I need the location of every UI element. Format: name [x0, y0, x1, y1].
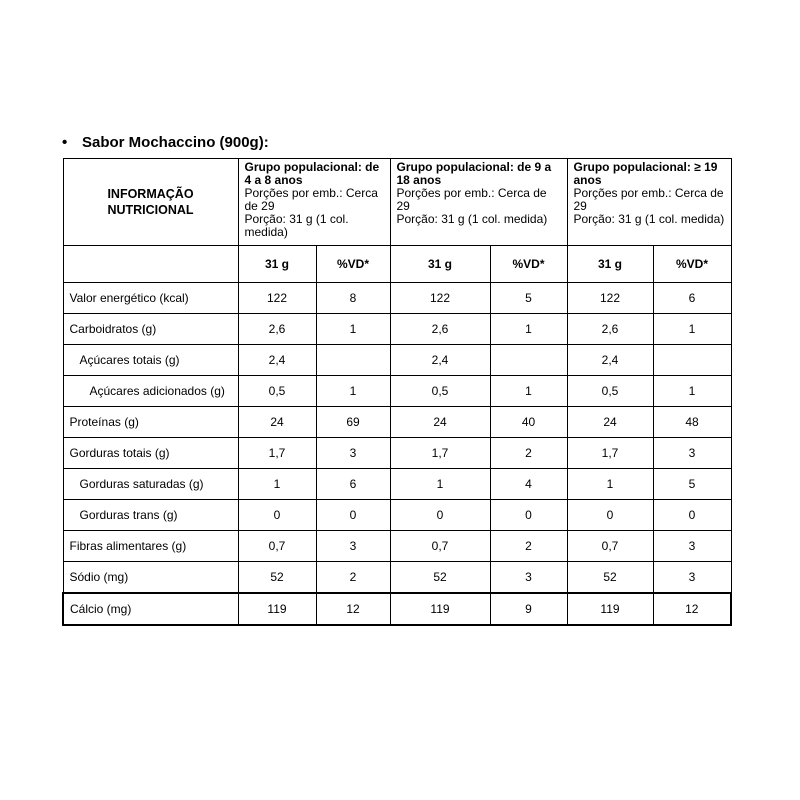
- col-vd: %VD*: [316, 246, 390, 283]
- amount-cell: 0,5: [238, 376, 316, 407]
- amount-cell: 52: [390, 562, 490, 594]
- vd-cell: 2: [316, 562, 390, 594]
- amount-cell: 1,7: [238, 438, 316, 469]
- vd-cell: 1: [653, 314, 731, 345]
- amount-cell: 1: [238, 469, 316, 500]
- group-header: [567, 159, 731, 246]
- amount-cell: 122: [390, 283, 490, 314]
- vd-cell: 5: [490, 283, 567, 314]
- vd-cell: 3: [653, 531, 731, 562]
- group-porcoes: Porções por emb.: Cerca de 29: [396, 186, 547, 213]
- vd-cell: [490, 345, 567, 376]
- group-porcoes: Porções por emb.: Cerca de 29: [573, 186, 724, 213]
- vd-cell: 8: [316, 283, 390, 314]
- table-row: [63, 283, 731, 314]
- amount-cell: 0: [567, 500, 653, 531]
- amount-cell: 119: [567, 593, 653, 625]
- amount-cell: 2,4: [390, 345, 490, 376]
- amount-cell: 122: [567, 283, 653, 314]
- group-porcoes: Porções por emb.: Cerca de 29: [244, 186, 378, 213]
- nutrition-table: [62, 158, 732, 626]
- nutrient-rows: [63, 283, 731, 626]
- vd-cell: 6: [653, 283, 731, 314]
- vd-cell: 1: [490, 314, 567, 345]
- col-vd: %VD*: [653, 246, 731, 283]
- amount-cell: 0,7: [567, 531, 653, 562]
- vd-cell: 3: [490, 562, 567, 594]
- vd-cell: 69: [316, 407, 390, 438]
- amount-cell: 119: [390, 593, 490, 625]
- vd-cell: 3: [316, 531, 390, 562]
- nutrient-name: Carboidratos (g): [63, 314, 238, 345]
- amount-cell: 2,4: [567, 345, 653, 376]
- group-porcao: Porção: 31 g (1 col. medida): [396, 212, 548, 226]
- vd-cell: 1: [490, 376, 567, 407]
- column-subheader-row: [63, 246, 731, 283]
- amount-cell: 0,7: [390, 531, 490, 562]
- vd-cell: 2: [490, 438, 567, 469]
- table-row: [63, 407, 731, 438]
- vd-cell: 48: [653, 407, 731, 438]
- vd-cell: 5: [653, 469, 731, 500]
- nutrient-name: Fibras alimentares (g): [63, 531, 238, 562]
- vd-cell: 6: [316, 469, 390, 500]
- group-name: Grupo populacional: de 9 a 18 anos: [396, 160, 552, 187]
- vd-cell: 0: [316, 500, 390, 531]
- col-amount: 31 g: [567, 246, 653, 283]
- nutrient-name: Valor energético (kcal): [63, 283, 238, 314]
- table-row: [63, 469, 731, 500]
- amount-cell: 24: [390, 407, 490, 438]
- amount-cell: 52: [567, 562, 653, 594]
- vd-cell: 1: [653, 376, 731, 407]
- table-row: [63, 531, 731, 562]
- amount-cell: 2,6: [567, 314, 653, 345]
- title-text: Sabor Mochaccino (900g):: [82, 134, 269, 151]
- amount-cell: 52: [238, 562, 316, 594]
- vd-cell: 0: [653, 500, 731, 531]
- group-header: [390, 159, 567, 246]
- amount-cell: 2,6: [238, 314, 316, 345]
- col-amount: 31 g: [238, 246, 316, 283]
- amount-cell: 0: [390, 500, 490, 531]
- amount-cell: 24: [567, 407, 653, 438]
- table-header-row: [63, 159, 731, 246]
- vd-cell: 12: [653, 593, 731, 625]
- table-row: [63, 314, 731, 345]
- vd-cell: 3: [316, 438, 390, 469]
- vd-cell: [653, 345, 731, 376]
- amount-cell: 1,7: [567, 438, 653, 469]
- vd-cell: 3: [653, 438, 731, 469]
- vd-cell: 9: [490, 593, 567, 625]
- group-porcao: Porção: 31 g (1 col. medida): [573, 212, 725, 226]
- group-header: [238, 159, 390, 246]
- vd-cell: 3: [653, 562, 731, 594]
- vd-cell: 2: [490, 531, 567, 562]
- amount-cell: 2,4: [238, 345, 316, 376]
- info-nutricional-label: INFORMAÇÃO NUTRICIONAL: [63, 159, 238, 246]
- table-row: [63, 376, 731, 407]
- col-amount: 31 g: [390, 246, 490, 283]
- amount-cell: 1: [390, 469, 490, 500]
- nutrient-name: Gorduras trans (g): [63, 500, 238, 531]
- nutrient-name: Açúcares adicionados (g): [63, 376, 238, 407]
- empty-cell: [63, 246, 238, 283]
- nutrient-name: Proteínas (g): [63, 407, 238, 438]
- nutrient-name: Gorduras saturadas (g): [63, 469, 238, 500]
- nutrient-name: Cálcio (mg): [63, 593, 238, 625]
- group-name: Grupo populacional: ≥ 19 anos: [573, 160, 718, 187]
- amount-cell: 119: [238, 593, 316, 625]
- bullet-icon: •: [62, 134, 68, 151]
- vd-cell: 1: [316, 376, 390, 407]
- col-vd: %VD*: [490, 246, 567, 283]
- table-row: [63, 593, 731, 625]
- table-row: [63, 562, 731, 594]
- amount-cell: 1,7: [390, 438, 490, 469]
- table-row: [63, 500, 731, 531]
- vd-cell: 40: [490, 407, 567, 438]
- vd-cell: 0: [490, 500, 567, 531]
- vd-cell: 12: [316, 593, 390, 625]
- amount-cell: 1: [567, 469, 653, 500]
- table-row: [63, 438, 731, 469]
- amount-cell: 0: [238, 500, 316, 531]
- amount-cell: 2,6: [390, 314, 490, 345]
- vd-cell: 1: [316, 314, 390, 345]
- group-porcao: Porção: 31 g (1 col. medida): [244, 212, 349, 239]
- amount-cell: 0,5: [390, 376, 490, 407]
- nutrient-name: Sódio (mg): [63, 562, 238, 594]
- amount-cell: 0,5: [567, 376, 653, 407]
- nutrient-name: Gorduras totais (g): [63, 438, 238, 469]
- group-name: Grupo populacional: de 4 a 8 anos: [244, 160, 380, 187]
- vd-cell: 4: [490, 469, 567, 500]
- amount-cell: 122: [238, 283, 316, 314]
- table-row: [63, 345, 731, 376]
- amount-cell: 24: [238, 407, 316, 438]
- amount-cell: 0,7: [238, 531, 316, 562]
- section-title: [62, 133, 269, 153]
- nutrient-name: Açúcares totais (g): [63, 345, 238, 376]
- vd-cell: [316, 345, 390, 376]
